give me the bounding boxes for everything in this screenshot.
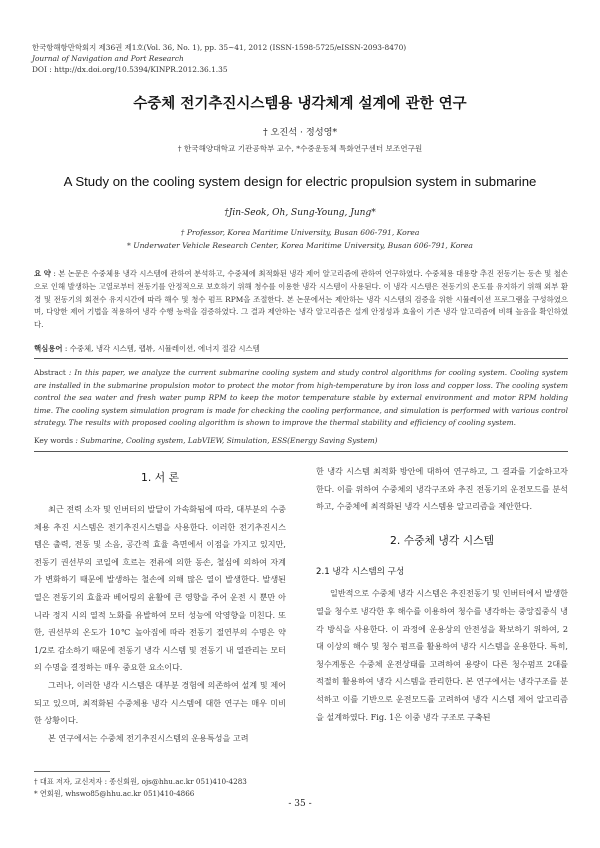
section-1-paragraph-3-continued: 한 냉각 시스템 최적화 방안에 대하여 연구하고, 그 결과를 기술하고자 한다. 이를 위하여 수중체의 냉각구조와 추진 전동기의 운전모드를 분석하고, 수중체에 최적화된 냉각 시스템용 알고리즘을 제안한다. <box>316 466 568 512</box>
affiliation-korean: † 한국해양대학교 기관공학부 교수, *수중운동체 특화연구센터 보조연구원 <box>177 144 423 153</box>
abstract-english-label: Abstract <box>34 368 66 377</box>
left-column <box>34 463 286 747</box>
abstract-korean-label: 요 약 <box>34 269 51 278</box>
authors-english: †Jin-Seok, Oh, Sung-Young, Jung* <box>224 208 376 218</box>
authors-korean: † 오진석 · 정성영* <box>262 127 338 138</box>
divider-bottom <box>34 451 568 452</box>
keywords-korean-label: 핵심용어 <box>34 344 63 353</box>
section-1-title: 1. 서 론 <box>140 471 180 484</box>
affiliation-english-1: † Professor, Korea Maritime University, Busan 606-791, Korea <box>180 228 420 237</box>
divider-top <box>34 358 568 359</box>
section-2-1-title: 2.1 냉각 시스템의 구성 <box>316 566 405 577</box>
footnote-divider <box>34 771 110 772</box>
journal-name: Journal of Navigation and Port Research <box>32 54 184 63</box>
title-korean: 수중체 전기추진시스템용 냉각체계 설계에 관한 연구 <box>133 96 467 112</box>
keywords-english-text: : Submarine, Cooling system, LabVIEW, Simulation, ESS(Energy Saving System) <box>73 436 378 445</box>
section-1-paragraph-3: 본 연구에서는 수중체 전기추진시스템의 운용특성을 고려 <box>48 732 249 743</box>
right-column <box>316 463 568 726</box>
affiliation-english-2: * Underwater Vehicle Research Center, Korea Maritime University, Busan 606-791, Korea <box>127 241 473 250</box>
section-2-title: 2. 수중체 냉각 시스템 <box>389 533 495 547</box>
doi-link[interactable]: DOI : http://dx.doi.org/10.5394/KINPR.2012.36.1.35 <box>32 65 228 74</box>
abstract-korean-text: : 본 논문은 수중체용 냉각 시스템에 관하여 분석하고, 수중체에 최적화된 냉각 제어 알고리즘에 관하여 연구하였다. 수중체용 대용량 추진 전동기는 동손 및 철손으로 인해 발생하는 고열로부터 전동기를 안정적으로 보호하기 위해 청수를 이용한 냉각 시스템이 사용된다. 이 냉각 시스템은 전동기의 온도를 유지하기 위해 외부 환경 및 전동기의 회전수 유지시간에 따라 해수 및 청수 펌프 RPM을 조절한다. 본 논문에서는 제안하는 냉각 시스템의 검증을 위한 시뮬레이션 프로그램을 구성하였으며, 다양한 제어 기법을 적용하여 냉각 수행 능력을 검증하였다. 그 결과 제안하는 냉각 알고리즘은 설계 안정성과 효율이 기존 냉각 알고리즘에 비해 높음을 확인하였다. <box>34 269 568 330</box>
journal-header <box>32 42 572 75</box>
title-english: A Study on the cooling system design for electric propulsion system in submarine <box>63 174 537 189</box>
section-1-paragraph-1: 최근 전력 소자 및 인버터의 발달이 가속화됨에 따라, 대부분의 수중체용 추진 시스템은 전기추진시스템을 사용한다. 이러한 전기추진시스템은 출력, 전동 및 소음, 공간적 효율 측면에서 이점을 가지고 있지만, 전동기 권선부의 코일에 흐르는 전류에 의한 동손, 철심에 의하여 자계가 변화하기 때문에 발생하는 철손에 의해 많은 열이 발생한다. 발생된 열은 전동기의 효율과 베어링의 윤활에 큰 영향을 주어 운전 시 뿐만 아니라 정지 시의 열적 노화를 유발하여 모터 성능에 악영향을 미친다. 또한, 권선부의 온도가 10℃ 높아짐에 따라 전동기 절연부의 수명은 약 1/2로 감소하기 때문에 전동기 냉각 시스템 및 전동기 내 열관리는 모터의 수명을 결정하는 매우 중요한 요소이다. <box>34 504 286 673</box>
keywords-korean <box>34 343 568 354</box>
abstract-english <box>34 367 568 430</box>
keywords-english <box>34 436 568 445</box>
keywords-english-label: Key words <box>34 436 74 445</box>
abstract-korean <box>34 268 568 332</box>
section-2-paragraph-1: 일반적으로 수중체 냉각 시스템은 추진전동기 및 인버터에서 발생한 열을 청수로 냉각한 후 해수를 이용하여 청수를 냉각하는 중앙집중식 냉각 방식을 사용한다. 이 과정에 운용상의 안전성을 확보하기 위하여, 2대 이상의 해수 및 청수 펌프를 활용하여 냉각 시스템을 운용한다. 특히, 청수계통은 수중체 운전상태를 고려하여 용량이 다른 청수펌프 2대를 적절히 활용하여 냉각 시스템을 관리한다. 본 연구에서는 냉각구조를 분석하고 이를 기반으로 운전모드를 고려하여 냉각 시스템 제어 알고리즘을 설계하였다. Fig. 1은 이중 냉각 구조로 구축된 <box>316 588 568 722</box>
page-number: - 35 - <box>288 799 312 809</box>
abstract-english-text: : In this paper, we analyze the current submarine cooling system and study control algorithms for cooling system. Cooling system are installed in the submarine propulsion motor to protect the motor from high-temperature by iron loss and copper loss. The cooling system control the sea water and fresh water pump RPM to keep the motor temperature stable by external environment and motor RPM holding time. The cooling system simulation program is made for checking the cooling performance, and simulation is performed with various control strategy. The results with proposed cooling algorithm is shown to improve the thermal stability and efficiency of cooling system. <box>34 368 568 428</box>
keywords-korean-text: : 수중체, 냉각 시스템, 랩뷰, 시뮬레이션, 에너지 절감 시스템 <box>62 344 260 353</box>
citation-line: 한국항해항만학회지 제36권 제1호(Vol. 36, No. 1), pp. 35~41, 2012 (ISSN-1598-5725/eISSN-2093-8470) <box>32 43 407 52</box>
footnote-coauthor: * 연회원, whswo85@hhu.ac.kr 051)410-4866 <box>34 789 195 798</box>
footnote-corresponding-author: † 대표 저자, 교신저자 : 종신회원, ojs@hhu.ac.kr 051)410-4283 <box>34 777 247 786</box>
section-1-paragraph-2: 그러나, 이러한 냉각 시스템은 대부분 경험에 의존하여 설계 및 제어되고 있으며, 최적화된 수중체용 냉각 시스템에 대한 연구는 매우 미비한 상황이다. <box>34 679 286 726</box>
